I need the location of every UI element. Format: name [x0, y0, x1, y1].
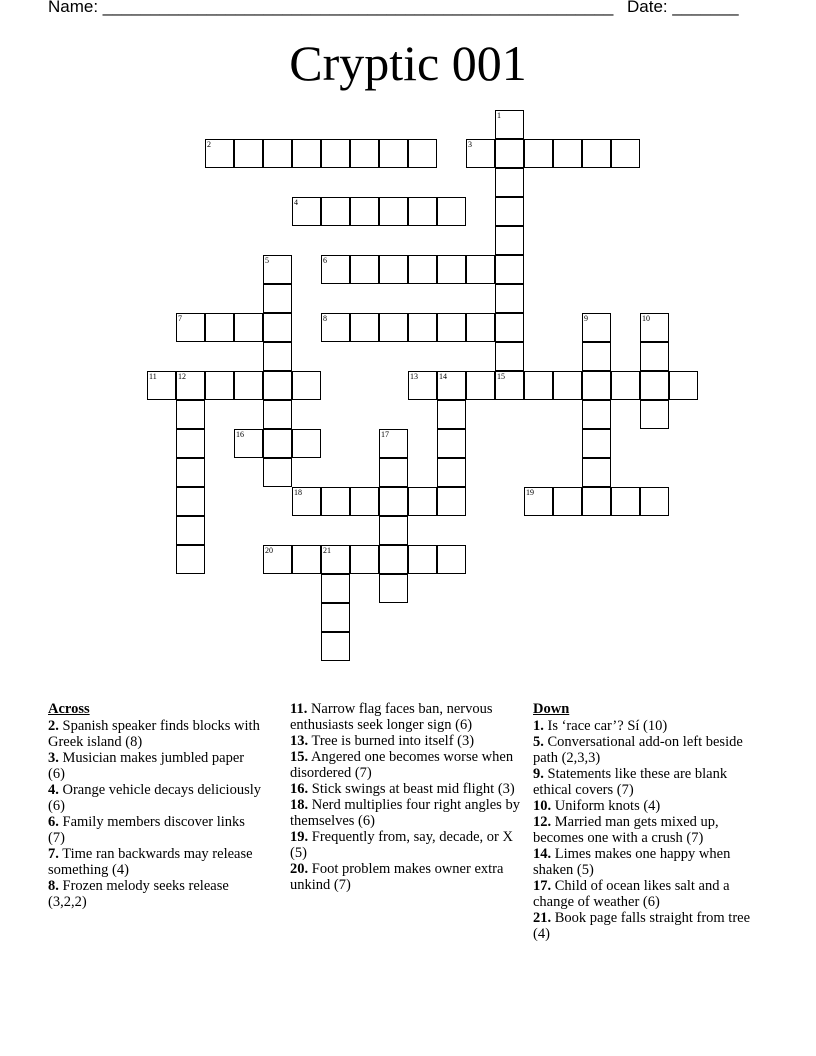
grid-cell[interactable]: [263, 400, 292, 429]
grid-cell[interactable]: [321, 487, 350, 516]
grid-cell[interactable]: [495, 197, 524, 226]
across-clue: [290, 749, 530, 781]
grid-cell[interactable]: [408, 197, 437, 226]
clue-number: 7.: [48, 846, 59, 862]
grid-cell[interactable]: [582, 400, 611, 429]
across-clue: [48, 718, 263, 750]
grid-cell[interactable]: [321, 255, 350, 284]
clue-number: 9: [584, 314, 588, 323]
grid-cell[interactable]: [292, 139, 321, 168]
clue-text: Frequently from, say, decade, or X (5): [290, 829, 513, 861]
clue-text: Angered one becomes worse when disordered (7): [290, 749, 514, 781]
clue-text: Narrow flag faces ban, nervous enthusiasts seek longer sign (6): [290, 701, 493, 733]
grid-cell[interactable]: [640, 342, 669, 371]
clue-number: 6: [323, 256, 327, 265]
grid-cell[interactable]: [437, 429, 466, 458]
down-clue: [533, 910, 763, 942]
grid-cell[interactable]: [553, 371, 582, 400]
grid-cell[interactable]: [582, 139, 611, 168]
grid-cell[interactable]: [495, 313, 524, 342]
clue-text: Statements like these are blank ethical covers (7): [533, 766, 728, 798]
clue-number: 3: [468, 140, 472, 149]
down-clue: [533, 718, 763, 734]
grid-cell[interactable]: [582, 371, 611, 400]
grid-cell[interactable]: [234, 371, 263, 400]
down-clue: [533, 766, 763, 798]
grid-cell[interactable]: [379, 516, 408, 545]
grid-cell[interactable]: [640, 400, 669, 429]
grid-cell[interactable]: [466, 255, 495, 284]
clue-number: 14.: [533, 846, 552, 862]
grid-cell[interactable]: [408, 487, 437, 516]
grid-cell[interactable]: [263, 255, 292, 284]
grid-cell[interactable]: [437, 255, 466, 284]
grid-cell[interactable]: [263, 139, 292, 168]
grid-cell[interactable]: [495, 284, 524, 313]
grid-cell[interactable]: [640, 487, 669, 516]
grid-cell[interactable]: [437, 371, 466, 400]
grid-cell[interactable]: [582, 458, 611, 487]
grid-cell[interactable]: [408, 313, 437, 342]
grid-cell[interactable]: [379, 139, 408, 168]
clue-number: 9.: [533, 766, 544, 782]
grid-cell[interactable]: [234, 313, 263, 342]
name-field[interactable]: Name: ______________________________________________________: [48, 0, 614, 16]
clue-number: 10.: [533, 798, 552, 814]
grid-cell[interactable]: [176, 458, 205, 487]
grid-cell[interactable]: [582, 342, 611, 371]
grid-cell[interactable]: [350, 139, 379, 168]
grid-cell[interactable]: [437, 313, 466, 342]
grid-cell[interactable]: [379, 545, 408, 574]
grid-cell[interactable]: [582, 429, 611, 458]
grid-cell[interactable]: [205, 139, 234, 168]
clue-number: 7: [178, 314, 182, 323]
clue-text: Tree is burned into itself (3): [308, 733, 475, 749]
clue-number: 18: [294, 488, 302, 497]
grid-cell[interactable]: [669, 371, 698, 400]
grid-cell[interactable]: [263, 429, 292, 458]
across-clue: [290, 701, 530, 733]
clue-number: 10: [642, 314, 650, 323]
grid-cell[interactable]: [611, 487, 640, 516]
grid-cell[interactable]: [350, 255, 379, 284]
clue-text: Book page falls straight from tree (4): [533, 910, 751, 942]
down-clue: [533, 846, 763, 878]
grid-cell[interactable]: [408, 545, 437, 574]
grid-cell[interactable]: [640, 371, 669, 400]
grid-cell[interactable]: [640, 313, 669, 342]
grid-cell[interactable]: [466, 139, 495, 168]
grid-cell[interactable]: [437, 458, 466, 487]
grid-cell[interactable]: [408, 255, 437, 284]
grid-cell[interactable]: [379, 429, 408, 458]
clue-number: 17.: [533, 878, 552, 894]
grid-cell[interactable]: [495, 255, 524, 284]
grid-cell[interactable]: [350, 545, 379, 574]
grid-cell[interactable]: [611, 371, 640, 400]
clue-text: Is ‘race car’? Sí (10): [543, 718, 668, 734]
grid-cell[interactable]: [321, 313, 350, 342]
across-heading: Across: [48, 701, 90, 717]
grid-cell[interactable]: [321, 139, 350, 168]
grid-cell[interactable]: [292, 371, 321, 400]
grid-cell[interactable]: [321, 632, 350, 661]
clue-number: 20: [265, 546, 273, 555]
grid-cell[interactable]: [437, 197, 466, 226]
across-clues-column-2: [290, 701, 530, 893]
clue-number: 20.: [290, 861, 309, 877]
clue-text: Orange vehicle decays deliciously (6): [48, 782, 261, 814]
down-heading: Down: [533, 701, 570, 717]
grid-cell[interactable]: [437, 400, 466, 429]
across-clue: [290, 861, 530, 893]
grid-cell[interactable]: [321, 603, 350, 632]
grid-cell[interactable]: [466, 313, 495, 342]
across-clue: [48, 782, 263, 814]
down-clues-column: [533, 701, 763, 942]
grid-cell[interactable]: [437, 487, 466, 516]
clue-number: 13: [410, 372, 418, 381]
grid-cell[interactable]: [350, 313, 379, 342]
clue-number: 13.: [290, 733, 309, 749]
across-clue: [48, 878, 263, 910]
clue-text: Stick swings at beast mid flight (3): [308, 781, 515, 797]
down-clue: [533, 798, 763, 814]
clue-text: Conversational add-on left beside path (2,3,3): [533, 734, 743, 766]
clue-text: Family members discover links (7): [48, 814, 245, 846]
grid-cell[interactable]: [176, 371, 205, 400]
clue-number: 3.: [48, 750, 59, 766]
clue-text: Frozen melody seeks release (3,2,2): [48, 878, 229, 910]
clue-number: 16: [236, 430, 244, 439]
grid-cell[interactable]: [611, 139, 640, 168]
clue-number: 4: [294, 198, 298, 207]
clue-number: 16.: [290, 781, 309, 797]
clue-number: 15.: [290, 749, 309, 765]
page-title: Cryptic 001: [289, 35, 527, 91]
clue-number: 4.: [48, 782, 59, 798]
across-clue: [290, 781, 530, 797]
clue-text: Spanish speaker finds blocks with Greek island (8): [48, 718, 260, 750]
across-clue: [48, 750, 263, 782]
grid-cell[interactable]: [292, 487, 321, 516]
grid-cell[interactable]: [524, 139, 553, 168]
across-clue: [290, 733, 530, 749]
grid-cell[interactable]: [379, 255, 408, 284]
grid-cell[interactable]: [147, 371, 176, 400]
clue-text: Foot problem makes owner extra unkind (7): [290, 861, 504, 893]
clue-text: Nerd multiplies four right angles by themselves (6): [290, 797, 520, 829]
clue-number: 6.: [48, 814, 59, 830]
grid-cell[interactable]: [524, 487, 553, 516]
clue-number: 21: [323, 546, 331, 555]
down-clue: [533, 878, 763, 910]
down-clue: [533, 734, 763, 766]
clue-number: 1.: [533, 718, 544, 734]
grid-cell[interactable]: [495, 110, 524, 139]
grid-cell[interactable]: [582, 487, 611, 516]
clue-number: 8: [323, 314, 327, 323]
grid-cell[interactable]: [379, 197, 408, 226]
grid-cell[interactable]: [292, 429, 321, 458]
grid-cell[interactable]: [495, 371, 524, 400]
grid-cell[interactable]: [321, 197, 350, 226]
grid-cell[interactable]: [176, 516, 205, 545]
clue-number: 15: [497, 372, 505, 381]
clue-number: 14: [439, 372, 447, 381]
grid-cell[interactable]: [379, 574, 408, 603]
across-clue: [48, 814, 263, 846]
grid-cell[interactable]: [379, 313, 408, 342]
across-clue: [290, 829, 530, 861]
grid-cell[interactable]: [205, 313, 234, 342]
clue-text: Child of ocean likes salt and a change of weather (6): [533, 878, 730, 910]
clue-text: Married man gets mixed up, becomes one with a crush (7): [533, 814, 719, 846]
clue-number: 12.: [533, 814, 552, 830]
grid-cell[interactable]: [263, 545, 292, 574]
grid-cell[interactable]: [263, 313, 292, 342]
grid-cell[interactable]: [263, 371, 292, 400]
grid-cell[interactable]: [292, 197, 321, 226]
grid-cell[interactable]: [292, 545, 321, 574]
grid-cell[interactable]: [524, 371, 553, 400]
grid-cell[interactable]: [321, 574, 350, 603]
clue-text: Limes makes one happy when shaken (5): [533, 846, 731, 878]
grid-cell[interactable]: [408, 371, 437, 400]
clue-number: 8.: [48, 878, 59, 894]
clue-number: 21.: [533, 910, 552, 926]
grid-cell[interactable]: [234, 429, 263, 458]
across-clues-column-1: [48, 701, 263, 910]
grid-cell[interactable]: [176, 545, 205, 574]
grid-cell[interactable]: [495, 168, 524, 197]
clue-number: 19: [526, 488, 534, 497]
grid-cell[interactable]: [350, 487, 379, 516]
grid-cell[interactable]: [495, 139, 524, 168]
grid-cell[interactable]: [263, 284, 292, 313]
grid-cell[interactable]: [379, 458, 408, 487]
grid-cell[interactable]: [176, 487, 205, 516]
across-clue: [48, 846, 263, 878]
grid-cell[interactable]: [176, 400, 205, 429]
clue-number: 5.: [533, 734, 544, 750]
grid-cell[interactable]: [263, 342, 292, 371]
grid-cell[interactable]: [176, 313, 205, 342]
grid-cell[interactable]: [321, 545, 350, 574]
grid-cell[interactable]: [350, 197, 379, 226]
grid-cell[interactable]: [553, 487, 582, 516]
grid-cell[interactable]: [176, 429, 205, 458]
clue-number: 2: [207, 140, 211, 149]
date-field[interactable]: Date: _______: [627, 0, 739, 16]
grid-cell[interactable]: [234, 139, 263, 168]
clue-text: Uniform knots (4): [551, 798, 661, 814]
down-clue: [533, 814, 763, 846]
grid-cell[interactable]: [495, 342, 524, 371]
grid-cell[interactable]: [263, 458, 292, 487]
clue-number: 11: [149, 372, 157, 381]
across-clue: [290, 797, 530, 829]
clue-text: Time ran backwards may release something (4): [48, 846, 253, 878]
clue-text: Musician makes jumbled paper (6): [48, 750, 245, 782]
grid-cell[interactable]: [205, 371, 234, 400]
grid-cell[interactable]: [582, 313, 611, 342]
grid-cell[interactable]: [466, 371, 495, 400]
clue-number: 19.: [290, 829, 309, 845]
clue-number: 11.: [290, 701, 308, 717]
clue-number: 17: [381, 430, 389, 439]
clue-number: 1: [497, 111, 501, 120]
grid-cell[interactable]: [553, 139, 582, 168]
clue-number: 2.: [48, 718, 59, 734]
grid-cell[interactable]: [379, 487, 408, 516]
clue-number: 5: [265, 256, 269, 265]
grid-cell[interactable]: [408, 139, 437, 168]
grid-cell[interactable]: [495, 226, 524, 255]
clue-number: 18.: [290, 797, 309, 813]
clue-number: 12: [178, 372, 186, 381]
grid-cell[interactable]: [437, 545, 466, 574]
